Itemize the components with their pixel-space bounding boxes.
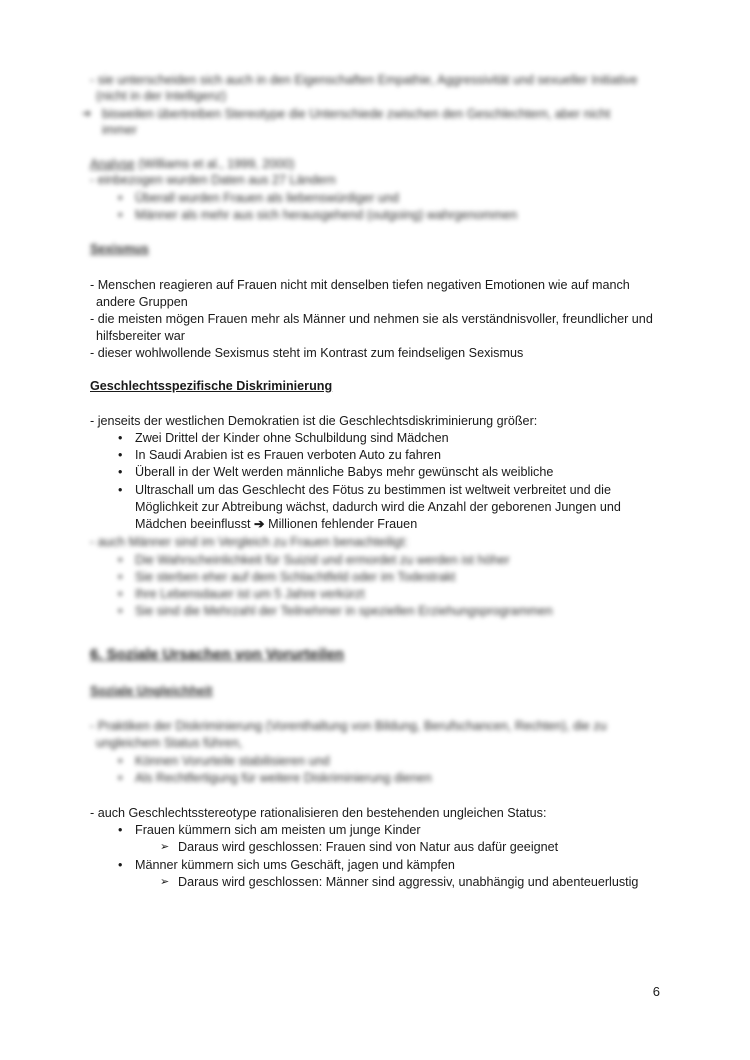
arrow-bullet-icon: ➢ <box>160 841 170 853</box>
text-line: - dieser wohlwollende Sexismus steht im Kontrast zum feindseligen Sexismus <box>90 346 524 360</box>
text-line: - jenseits der westlichen Demokratien ist die Geschlechtsdiskriminierung größer: <box>90 414 538 428</box>
list-item: Können Vorurteile stabilisieren und <box>135 754 330 768</box>
list-item-text: Millionen fehlender Frauen <box>268 517 418 531</box>
arrow-bullet-icon: ➔ <box>82 108 92 120</box>
bullet-icon: • <box>118 754 123 768</box>
text-line: immer <box>102 123 137 137</box>
bullet-icon: • <box>118 570 123 584</box>
list-item: Männer als mehr aus sich herausgehend (outgoing) wahrgenommen <box>135 208 518 222</box>
list-item-text: Mädchen beeinflusst <box>135 517 251 531</box>
text-line: - Menschen reagieren auf Frauen nicht mit denselben tiefen negativen Emotionen wie auf manch <box>90 278 630 292</box>
list-item-continuation <box>135 516 417 532</box>
text-line: ungleichem Status führen, <box>96 736 243 750</box>
list-item: Frauen kümmern sich am meisten um junge Kinder <box>135 823 421 837</box>
sub-list-item: Daraus wird geschlossen: Frauen sind von Natur aus dafür geeignet <box>178 840 559 854</box>
chapter-heading: 6. Soziale Ursachen von Vorurteilen <box>90 646 344 663</box>
text-line: hilfsbereiter war <box>96 329 185 343</box>
bullet-icon: • <box>118 771 123 785</box>
bullet-icon: • <box>118 448 123 462</box>
text-line: bisweilen übertreiben Stereotype die Unterschiede zwischen den Geschlechtern, aber nicht <box>102 107 611 121</box>
list-item: Sie sind die Mehrzahl der Teilnehmer in speziellen Erziehungsprogrammen <box>135 604 553 618</box>
list-item: Sie sterben eher auf dem Schlachtfeld oder im Todestrakt <box>135 570 456 584</box>
section-heading: Sexismus <box>90 242 149 256</box>
list-item: Ultraschall um das Geschlecht des Fötus zu bestimmen ist weltweit verbreitet und die <box>135 483 611 497</box>
page-number: 6 <box>652 984 660 999</box>
bullet-icon: • <box>118 191 123 205</box>
text-line: (nicht in der Intelligenz) <box>96 89 227 103</box>
sub-list-item: Daraus wird geschlossen: Männer sind aggressiv, unabhängig und abenteuerlustig <box>178 875 639 889</box>
list-item: Überall wurden Frauen als liebenswürdiger und <box>135 191 399 205</box>
list-item: In Saudi Arabien ist es Frauen verboten Auto zu fahren <box>135 448 441 462</box>
arrow-right-icon: ➔ <box>254 517 265 531</box>
bullet-icon: • <box>118 587 123 601</box>
list-item-continuation: Möglichkeit zur Abtreibung wächst, dadurch wird die Anzahl der geborenen Jungen und <box>135 500 621 514</box>
list-item: Als Rechtfertigung für weitere Diskriminierung dienen <box>135 771 432 785</box>
text-line: - auch Geschlechtsstereotype rationalisieren den bestehenden ungleichen Status: <box>90 806 547 820</box>
section-heading: Geschlechtsspezifische Diskriminierung <box>90 379 333 393</box>
text-line: - Praktiken der Diskriminierung (Vorenthaltung von Bildung, Berufschancen, Rechten), die zu <box>90 719 607 733</box>
list-item: Überall in der Welt werden männliche Babys mehr gewünscht als weibliche <box>135 465 554 479</box>
text-line: - auch Männer sind im Vergleich zu Frauen benachteiligt: <box>90 535 408 549</box>
text-line: - die meisten mögen Frauen mehr als Männer und nehmen sie als verständnisvoller, freundlicher und <box>90 312 653 326</box>
list-item: Männer kümmern sich ums Geschäft, jagen und kämpfen <box>135 858 455 872</box>
text-line: - sie unterscheiden sich auch in den Eigenschaften Empathie, Aggressivität und sexueller Initiative <box>90 73 638 87</box>
bullet-icon: • <box>118 553 123 567</box>
list-item: Zwei Drittel der Kinder ohne Schulbildung sind Mädchen <box>135 431 449 445</box>
analyse-line <box>90 156 294 172</box>
section-heading: Soziale Ungleichheit <box>90 684 213 698</box>
list-item: Die Wahrscheinlichkeit für Suizid und ermordet zu werden ist höher <box>135 553 510 567</box>
analyse-label: Analyse <box>90 157 135 171</box>
arrow-bullet-icon: ➢ <box>160 876 170 888</box>
list-item: Ihre Lebensdauer ist um 5 Jahre verkürzt <box>135 587 365 601</box>
bullet-icon: • <box>118 465 123 479</box>
bullet-icon: • <box>118 483 123 497</box>
bullet-icon: • <box>118 858 123 872</box>
analyse-ref: (Williams et al., 1999, 2000) <box>138 157 295 171</box>
text-line: andere Gruppen <box>96 295 188 309</box>
bullet-icon: • <box>118 604 123 618</box>
bullet-icon: • <box>118 208 123 222</box>
text-line: - einbezogen wurden Daten aus 27 Ländern <box>90 173 336 187</box>
bullet-icon: • <box>118 431 123 445</box>
bullet-icon: • <box>118 823 123 837</box>
